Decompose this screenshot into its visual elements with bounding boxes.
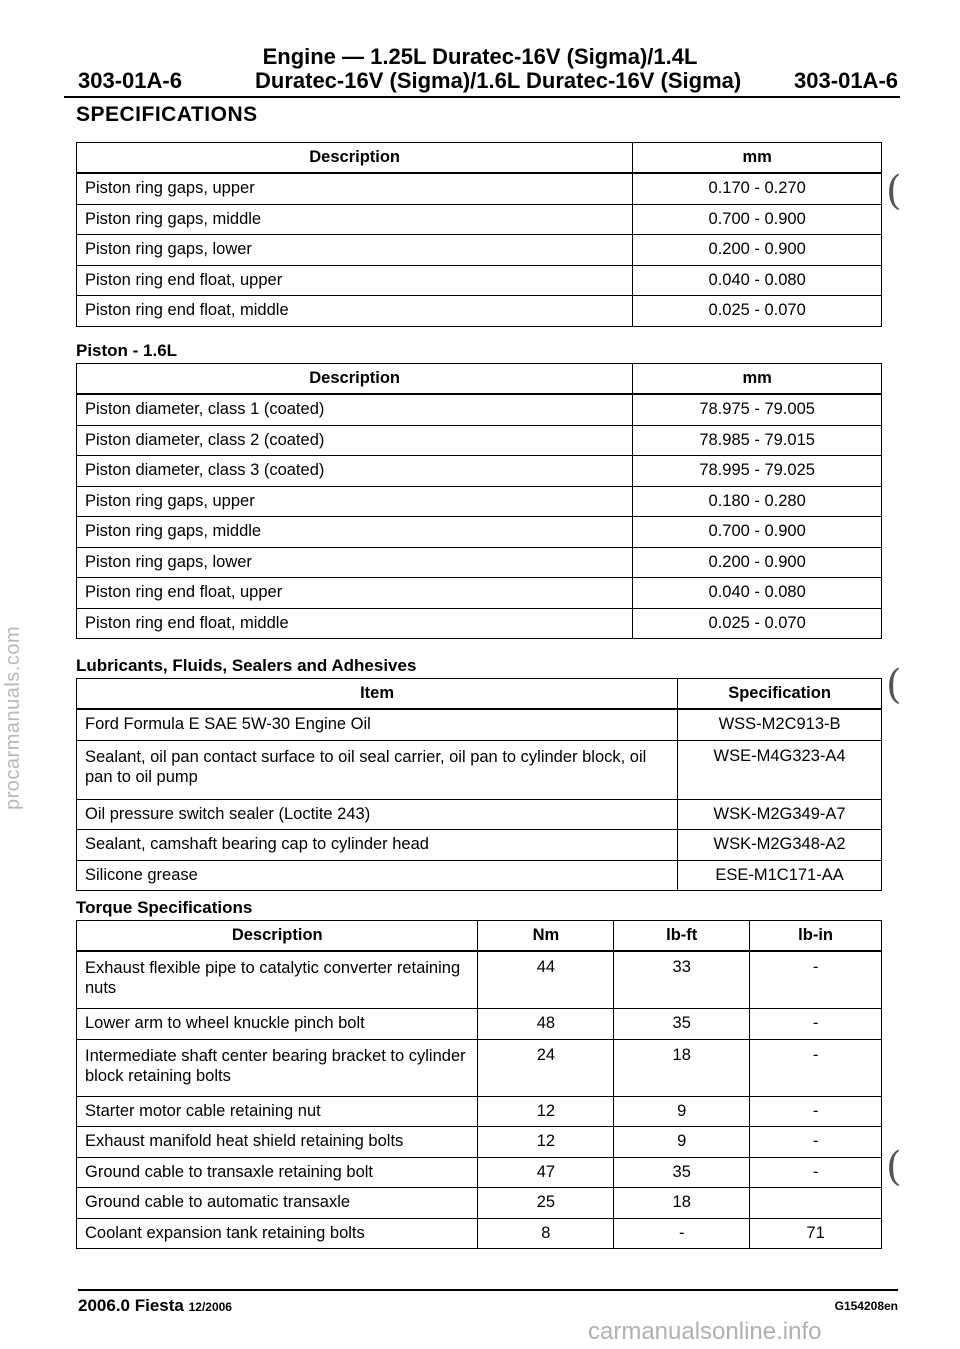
table-row xyxy=(77,709,882,740)
header-rule xyxy=(64,96,900,98)
table-row xyxy=(77,608,882,639)
footer-code: G154208en xyxy=(834,1299,898,1313)
scan-bleed-mark: ( xyxy=(886,1144,902,1190)
table2-cell-mm: 78.985 - 79.015 xyxy=(633,425,882,456)
table3-cell-spec: WSK-M2G349-A7 xyxy=(678,799,882,830)
table4-cell-description: Ground cable to automatic transaxle xyxy=(77,1188,478,1219)
table-row xyxy=(77,547,882,578)
table2-header-mm: mm xyxy=(633,364,882,395)
table4-cell-nm: 8 xyxy=(478,1218,614,1249)
table1-header-description: Description xyxy=(77,143,633,174)
table1-cell-description: Piston ring end float, upper xyxy=(77,265,633,296)
table4-cell-lbin: - xyxy=(750,1039,882,1096)
table-row xyxy=(77,173,882,204)
table4-cell-lbft: 33 xyxy=(614,951,750,1009)
table4-cell-nm: 48 xyxy=(478,1009,614,1040)
torque-table xyxy=(76,920,882,1249)
table3-cell-spec: WSE-M4G323-A4 xyxy=(678,740,882,799)
footer-date: 12/2006 xyxy=(188,1300,232,1314)
table4-cell-description: Intermediate shaft center bearing bracket to cylinder block retaining bolts xyxy=(77,1039,478,1096)
table3-cell-spec: WSS-M2C913-B xyxy=(678,709,882,740)
table1-cell-description: Piston ring gaps, middle xyxy=(77,204,633,235)
table-row xyxy=(77,235,882,266)
table-row xyxy=(77,517,882,548)
table4-cell-description: Coolant expansion tank retaining bolts xyxy=(77,1218,478,1249)
table3-cell-item: Sealant, camshaft bearing cap to cylinder head xyxy=(77,830,678,861)
table-row xyxy=(77,799,882,830)
table4-header-lbft: lb-ft xyxy=(614,921,750,952)
table4-cell-nm: 25 xyxy=(478,1188,614,1219)
table4-cell-lbft: 9 xyxy=(614,1127,750,1158)
table4-cell-lbft: 18 xyxy=(614,1188,750,1219)
table-row xyxy=(77,1009,882,1040)
table4-cell-lbft: 18 xyxy=(614,1039,750,1096)
table1-cell-mm: 0.040 - 0.080 xyxy=(633,265,882,296)
table3-header-specification: Specification xyxy=(678,679,882,710)
table4-cell-lbin: 71 xyxy=(750,1218,882,1249)
watermark-bottom: carmanualsonline.info xyxy=(588,1318,822,1345)
table4-cell-lbin: - xyxy=(750,1009,882,1040)
table4-cell-lbin: - xyxy=(750,1157,882,1188)
table-row xyxy=(77,296,882,327)
table1-header-mm: mm xyxy=(633,143,882,174)
table2-header-description: Description xyxy=(77,364,633,395)
table1-cell-mm: 0.025 - 0.070 xyxy=(633,296,882,327)
table-row xyxy=(77,394,882,425)
table-row xyxy=(77,456,882,487)
table2-cell-mm: 78.995 - 79.025 xyxy=(633,456,882,487)
table4-cell-description: Ground cable to transaxle retaining bolt xyxy=(77,1157,478,1188)
table-row xyxy=(77,1157,882,1188)
table3-title: Lubricants, Fluids, Sealers and Adhesives xyxy=(76,656,417,675)
table-row xyxy=(77,425,882,456)
table1-cell-mm: 0.200 - 0.900 xyxy=(633,235,882,266)
table4-title: Torque Specifications xyxy=(76,898,253,917)
table-row xyxy=(77,265,882,296)
table4-cell-nm: 24 xyxy=(478,1039,614,1096)
table4-cell-lbin: - xyxy=(750,951,882,1009)
table3-cell-item: Oil pressure switch sealer (Loctite 243) xyxy=(77,799,678,830)
table-row xyxy=(77,830,882,861)
table2-cell-description: Piston ring gaps, middle xyxy=(77,517,633,548)
table4-cell-lbft: 9 xyxy=(614,1096,750,1127)
table-row xyxy=(77,486,882,517)
table4-cell-lbft: 35 xyxy=(614,1009,750,1040)
table4-cell-description: Starter motor cable retaining nut xyxy=(77,1096,478,1127)
footer-model-name: 2006.0 Fiesta xyxy=(78,1296,184,1315)
table4-cell-nm: 47 xyxy=(478,1157,614,1188)
table1-cell-description: Piston ring gaps, lower xyxy=(77,235,633,266)
table3-cell-spec: WSK-M2G348-A2 xyxy=(678,830,882,861)
header-code-right: 303-01A-6 xyxy=(794,68,898,93)
table4-cell-description: Exhaust flexible pipe to catalytic converter retaining nuts xyxy=(77,951,478,1009)
table-row xyxy=(77,740,882,799)
table4-header-nm: Nm xyxy=(478,921,614,952)
table4-cell-lbft: - xyxy=(614,1218,750,1249)
table2-cell-description: Piston diameter, class 2 (coated) xyxy=(77,425,633,456)
table-row xyxy=(77,1218,882,1249)
table2-cell-description: Piston diameter, class 3 (coated) xyxy=(77,456,633,487)
table2-cell-description: Piston diameter, class 1 (coated) xyxy=(77,394,633,425)
table4-cell-lbin: - xyxy=(750,1127,882,1158)
scan-bleed-mark: ( xyxy=(886,662,902,708)
table2-cell-mm: 0.040 - 0.080 xyxy=(633,578,882,609)
table-row xyxy=(77,1127,882,1158)
table-row xyxy=(77,1039,882,1096)
table4-cell-description: Exhaust manifold heat shield retaining bolts xyxy=(77,1127,478,1158)
table4-cell-nm: 12 xyxy=(478,1096,614,1127)
footer-rule xyxy=(78,1289,898,1291)
table3-cell-spec: ESE-M1C171-AA xyxy=(678,860,882,891)
header-title-line2: Duratec-16V (Sigma)/1.6L Duratec-16V (Sigma) xyxy=(255,68,742,93)
header-title-line1: Engine — 1.25L Duratec-16V (Sigma)/1.4L xyxy=(262,44,698,69)
table1-cell-description: Piston ring end float, middle xyxy=(77,296,633,327)
table2-cell-description: Piston ring end float, middle xyxy=(77,608,633,639)
table1-cell-description: Piston ring gaps, upper xyxy=(77,173,633,204)
watermark-side: procarmanuals.com xyxy=(2,625,24,810)
table4-cell-nm: 44 xyxy=(478,951,614,1009)
table2-cell-mm: 0.025 - 0.070 xyxy=(633,608,882,639)
table2-cell-mm: 78.975 - 79.005 xyxy=(633,394,882,425)
lubricants-table xyxy=(76,678,882,891)
table2-cell-description: Piston ring gaps, upper xyxy=(77,486,633,517)
table4-cell-lbft: 35 xyxy=(614,1157,750,1188)
table3-header-item: Item xyxy=(77,679,678,710)
piston-table xyxy=(76,363,882,639)
table4-cell-description: Lower arm to wheel knuckle pinch bolt xyxy=(77,1009,478,1040)
table2-cell-description: Piston ring gaps, lower xyxy=(77,547,633,578)
table3-cell-item: Ford Formula E SAE 5W-30 Engine Oil xyxy=(77,709,678,740)
section-title: SPECIFICATIONS xyxy=(76,103,258,126)
table4-cell-lbin: - xyxy=(750,1096,882,1127)
table-row xyxy=(77,578,882,609)
table2-cell-mm: 0.200 - 0.900 xyxy=(633,547,882,578)
table2-cell-mm: 0.700 - 0.900 xyxy=(633,517,882,548)
table4-header-lbin: lb-in xyxy=(750,921,882,952)
table3-cell-item: Silicone grease xyxy=(77,860,678,891)
footer-model xyxy=(78,1296,232,1316)
table4-header-description: Description xyxy=(77,921,478,952)
table2-cell-description: Piston ring end float, upper xyxy=(77,578,633,609)
table-row xyxy=(77,1188,882,1219)
table2-title: Piston - 1.6L xyxy=(76,341,178,360)
table-row xyxy=(77,1096,882,1127)
table4-cell-lbin xyxy=(750,1188,882,1219)
header-code-left: 303-01A-6 xyxy=(78,68,182,93)
scan-bleed-mark: ( xyxy=(886,168,902,214)
table3-cell-item: Sealant, oil pan contact surface to oil seal carrier, oil pan to cylinder block, oil pan to oil pump xyxy=(77,740,678,799)
table-row xyxy=(77,951,882,1009)
piston-ring-table xyxy=(76,142,882,327)
table1-cell-mm: 0.170 - 0.270 xyxy=(633,173,882,204)
table2-cell-mm: 0.180 - 0.280 xyxy=(633,486,882,517)
table-row xyxy=(77,860,882,891)
table4-cell-nm: 12 xyxy=(478,1127,614,1158)
table-row xyxy=(77,204,882,235)
table1-cell-mm: 0.700 - 0.900 xyxy=(633,204,882,235)
